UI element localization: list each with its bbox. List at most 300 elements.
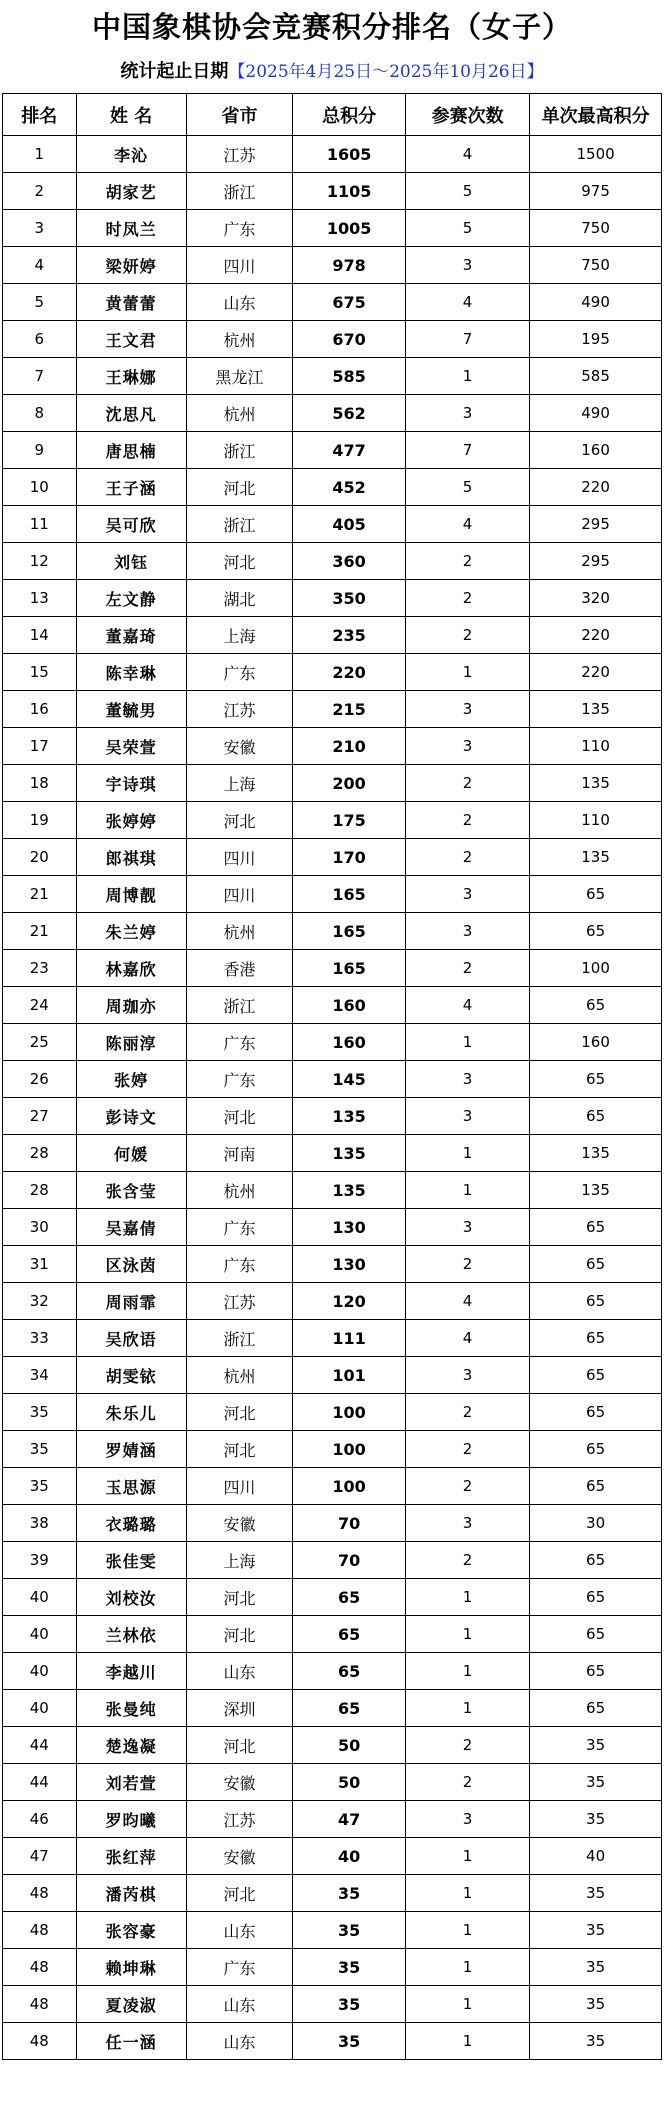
province-cell: 四川 [186,839,292,876]
name-cell: 潘芮棋 [76,1875,186,1912]
name-cell: 张红萍 [76,1838,186,1875]
total-score-cell: 160 [293,987,406,1024]
name-cell: 任一涵 [76,2023,186,2060]
table-row [3,173,662,210]
max-score-cell: 65 [530,1357,662,1394]
name-cell: 王文君 [76,321,186,358]
province-cell: 浙江 [186,432,292,469]
total-score-cell: 235 [293,617,406,654]
name-cell: 刘校汝 [76,1579,186,1616]
max-score-cell: 35 [530,1912,662,1949]
province-cell: 河北 [186,1579,292,1616]
province-cell: 河北 [186,802,292,839]
table-row [3,506,662,543]
entries-cell: 1 [405,1690,529,1727]
entries-cell: 1 [405,358,529,395]
max-score-cell: 35 [530,1949,662,1986]
rank-cell: 48 [3,1875,77,1912]
rank-cell: 11 [3,506,77,543]
total-score-cell: 1605 [293,136,406,173]
province-cell: 上海 [186,617,292,654]
max-score-cell: 750 [530,210,662,247]
page-title: 中国象棋协会竞赛积分排名（女子） [91,10,572,44]
entries-cell: 1 [405,1579,529,1616]
rank-cell: 40 [3,1653,77,1690]
max-score-cell: 35 [530,1801,662,1838]
rank-cell: 15 [3,654,77,691]
table-row [3,1468,662,1505]
entries-cell: 3 [405,1061,529,1098]
max-score-cell: 110 [530,802,662,839]
name-cell: 吴嘉倩 [76,1209,186,1246]
ranking-table [2,93,662,2060]
table-body [3,136,662,2060]
name-cell: 郎祺琪 [76,839,186,876]
entries-cell: 3 [405,913,529,950]
province-cell: 河北 [186,1098,292,1135]
rank-cell: 16 [3,691,77,728]
name-cell: 彭诗文 [76,1098,186,1135]
rank-cell: 40 [3,1616,77,1653]
total-score-cell: 165 [293,876,406,913]
rank-cell: 5 [3,284,77,321]
rank-cell: 24 [3,987,77,1024]
rank-cell: 48 [3,1986,77,2023]
table-row [3,2023,662,2060]
province-cell: 广东 [186,1209,292,1246]
table-row [3,765,662,802]
table-row [3,136,662,173]
rank-cell: 19 [3,802,77,839]
table-row [3,1283,662,1320]
table-row [3,1690,662,1727]
name-cell: 刘钰 [76,543,186,580]
name-cell: 董毓男 [76,691,186,728]
entries-cell: 2 [405,1542,529,1579]
name-cell: 吴荣萱 [76,728,186,765]
table-row [3,469,662,506]
name-cell: 刘若萱 [76,1764,186,1801]
rank-cell: 9 [3,432,77,469]
total-score-cell: 130 [293,1209,406,1246]
entries-cell: 2 [405,617,529,654]
total-score-cell: 111 [293,1320,406,1357]
province-cell: 安徽 [186,1505,292,1542]
province-cell: 杭州 [186,1357,292,1394]
entries-cell: 5 [405,469,529,506]
entries-cell: 1 [405,1172,529,1209]
rank-cell: 40 [3,1690,77,1727]
max-score-cell: 1500 [530,136,662,173]
province-cell: 四川 [186,1468,292,1505]
entries-cell: 1 [405,1616,529,1653]
province-cell: 杭州 [186,913,292,950]
province-cell: 河北 [186,1394,292,1431]
max-score-cell: 65 [530,1283,662,1320]
table-row [3,1653,662,1690]
table-row [3,1801,662,1838]
max-score-cell: 295 [530,506,662,543]
province-cell: 江苏 [186,1283,292,1320]
total-score-cell: 165 [293,913,406,950]
rank-cell: 17 [3,728,77,765]
table-row [3,543,662,580]
name-cell: 王子涵 [76,469,186,506]
max-score-cell: 220 [530,469,662,506]
province-cell: 黑龙江 [186,358,292,395]
rank-cell: 35 [3,1394,77,1431]
name-cell: 张佳雯 [76,1542,186,1579]
total-score-cell: 130 [293,1246,406,1283]
name-cell: 胡家艺 [76,173,186,210]
name-cell: 赖坤琳 [76,1949,186,1986]
entries-cell: 1 [405,654,529,691]
total-score-cell: 160 [293,1024,406,1061]
name-cell: 朱兰婷 [76,913,186,950]
name-cell: 张曼纯 [76,1690,186,1727]
table-row [3,1616,662,1653]
rank-cell: 28 [3,1135,77,1172]
max-score-cell: 35 [530,1986,662,2023]
table-row [3,987,662,1024]
name-cell: 吴可欣 [76,506,186,543]
name-cell: 朱乐儿 [76,1394,186,1431]
max-score-cell: 490 [530,395,662,432]
max-score-cell: 65 [530,1690,662,1727]
total-score-cell: 145 [293,1061,406,1098]
name-cell: 周珈亦 [76,987,186,1024]
header-rank: 排名 [3,94,77,136]
total-score-cell: 210 [293,728,406,765]
rank-cell: 39 [3,1542,77,1579]
province-cell: 山东 [186,2023,292,2060]
max-score-cell: 160 [530,432,662,469]
rank-cell: 33 [3,1320,77,1357]
max-score-cell: 65 [530,1061,662,1098]
table-row [3,1246,662,1283]
rank-cell: 1 [3,136,77,173]
total-score-cell: 670 [293,321,406,358]
table-row [3,1579,662,1616]
date-range-line [0,55,664,93]
total-score-cell: 35 [293,1986,406,2023]
table-row [3,1135,662,1172]
entries-cell: 7 [405,432,529,469]
name-cell: 李沁 [76,136,186,173]
total-score-cell: 101 [293,1357,406,1394]
max-score-cell: 160 [530,1024,662,1061]
province-cell: 广东 [186,1949,292,1986]
table-row [3,1912,662,1949]
rank-cell: 12 [3,543,77,580]
table-row [3,210,662,247]
max-score-cell: 135 [530,765,662,802]
entries-cell: 3 [405,1098,529,1135]
province-cell: 安徽 [186,728,292,765]
header-entries: 参赛次数 [405,94,529,136]
name-cell: 董嘉琦 [76,617,186,654]
max-score-cell: 35 [530,1764,662,1801]
table-row [3,1505,662,1542]
max-score-cell: 100 [530,950,662,987]
province-cell: 广东 [186,1246,292,1283]
max-score-cell: 35 [530,1875,662,1912]
total-score-cell: 360 [293,543,406,580]
rank-cell: 8 [3,395,77,432]
table-row [3,802,662,839]
max-score-cell: 65 [530,1320,662,1357]
province-cell: 山东 [186,1912,292,1949]
name-cell: 张婷 [76,1061,186,1098]
max-score-cell: 65 [530,1209,662,1246]
name-cell: 兰林依 [76,1616,186,1653]
max-score-cell: 135 [530,691,662,728]
rank-cell: 7 [3,358,77,395]
rank-cell: 23 [3,950,77,987]
max-score-cell: 65 [530,987,662,1024]
max-score-cell: 65 [530,1246,662,1283]
table-row [3,1061,662,1098]
entries-cell: 3 [405,876,529,913]
province-cell: 河北 [186,469,292,506]
name-cell: 楚逸凝 [76,1727,186,1764]
rank-cell: 10 [3,469,77,506]
entries-cell: 5 [405,210,529,247]
name-cell: 王琳娜 [76,358,186,395]
entries-cell: 3 [405,395,529,432]
entries-cell: 4 [405,506,529,543]
province-cell: 河北 [186,1616,292,1653]
rank-cell: 14 [3,617,77,654]
table-row [3,1209,662,1246]
max-score-cell: 30 [530,1505,662,1542]
rank-cell: 13 [3,580,77,617]
entries-cell: 2 [405,1727,529,1764]
entries-cell: 1 [405,2023,529,2060]
total-score-cell: 1105 [293,173,406,210]
table-row [3,321,662,358]
table-row [3,284,662,321]
entries-cell: 3 [405,247,529,284]
table-row [3,395,662,432]
name-cell: 罗婧涵 [76,1431,186,1468]
name-cell: 周博靓 [76,876,186,913]
table-row [3,913,662,950]
table-row [3,1431,662,1468]
name-cell: 陈幸琳 [76,654,186,691]
name-cell: 夏凌淑 [76,1986,186,2023]
max-score-cell: 135 [530,1172,662,1209]
province-cell: 浙江 [186,173,292,210]
total-score-cell: 65 [293,1653,406,1690]
entries-cell: 1 [405,1912,529,1949]
table-row [3,432,662,469]
table-row [3,358,662,395]
rank-cell: 30 [3,1209,77,1246]
max-score-cell: 585 [530,358,662,395]
rank-cell: 35 [3,1468,77,1505]
table-row [3,1357,662,1394]
total-score-cell: 405 [293,506,406,543]
max-score-cell: 220 [530,654,662,691]
province-cell: 安徽 [186,1838,292,1875]
total-score-cell: 65 [293,1579,406,1616]
table-row [3,1172,662,1209]
entries-cell: 1 [405,1024,529,1061]
rank-cell: 47 [3,1838,77,1875]
name-cell: 陈丽淳 [76,1024,186,1061]
entries-cell: 2 [405,580,529,617]
entries-cell: 7 [405,321,529,358]
entries-cell: 5 [405,173,529,210]
entries-cell: 2 [405,1394,529,1431]
province-cell: 湖北 [186,580,292,617]
name-cell: 左文静 [76,580,186,617]
entries-cell: 3 [405,1357,529,1394]
total-score-cell: 50 [293,1764,406,1801]
rank-cell: 32 [3,1283,77,1320]
name-cell: 区泳茵 [76,1246,186,1283]
entries-cell: 2 [405,1764,529,1801]
rank-cell: 46 [3,1801,77,1838]
entries-cell: 1 [405,1135,529,1172]
rank-cell: 21 [3,913,77,950]
table-row [3,839,662,876]
total-score-cell: 65 [293,1616,406,1653]
table-row [3,1838,662,1875]
entries-cell: 3 [405,1801,529,1838]
rank-cell: 21 [3,876,77,913]
rank-cell: 4 [3,247,77,284]
date-range-label: 统计起止日期 [120,61,229,82]
entries-cell: 4 [405,987,529,1024]
total-score-cell: 35 [293,1875,406,1912]
max-score-cell: 65 [530,1098,662,1135]
max-score-cell: 135 [530,839,662,876]
entries-cell: 3 [405,1209,529,1246]
total-score-cell: 675 [293,284,406,321]
rank-cell: 44 [3,1727,77,1764]
entries-cell: 2 [405,802,529,839]
province-cell: 四川 [186,247,292,284]
table-row [3,691,662,728]
total-score-cell: 47 [293,1801,406,1838]
total-score-cell: 35 [293,1949,406,1986]
province-cell: 山东 [186,1986,292,2023]
total-score-cell: 100 [293,1431,406,1468]
name-cell: 唐思楠 [76,432,186,469]
rank-cell: 25 [3,1024,77,1061]
name-cell: 林嘉欣 [76,950,186,987]
name-cell: 梁妍婷 [76,247,186,284]
total-score-cell: 100 [293,1468,406,1505]
rank-cell: 2 [3,173,77,210]
total-score-cell: 35 [293,2023,406,2060]
table-row [3,728,662,765]
entries-cell: 2 [405,1246,529,1283]
name-cell: 李越川 [76,1653,186,1690]
total-score-cell: 175 [293,802,406,839]
entries-cell: 1 [405,1875,529,1912]
entries-cell: 2 [405,543,529,580]
entries-cell: 2 [405,1431,529,1468]
total-score-cell: 978 [293,247,406,284]
entries-cell: 1 [405,1986,529,2023]
rank-cell: 48 [3,1912,77,1949]
province-cell: 香港 [186,950,292,987]
province-cell: 广东 [186,1061,292,1098]
total-score-cell: 70 [293,1542,406,1579]
max-score-cell: 65 [530,1616,662,1653]
total-score-cell: 200 [293,765,406,802]
table-row [3,1764,662,1801]
province-cell: 河北 [186,1875,292,1912]
rank-cell: 3 [3,210,77,247]
rank-cell: 28 [3,1172,77,1209]
province-cell: 杭州 [186,1172,292,1209]
province-cell: 浙江 [186,1320,292,1357]
province-cell: 深圳 [186,1690,292,1727]
entries-cell: 4 [405,1320,529,1357]
rank-cell: 38 [3,1505,77,1542]
header-province: 省市 [186,94,292,136]
max-score-cell: 65 [530,1579,662,1616]
entries-cell: 2 [405,765,529,802]
total-score-cell: 477 [293,432,406,469]
header-total-score: 总积分 [293,94,406,136]
entries-cell: 1 [405,1653,529,1690]
total-score-cell: 350 [293,580,406,617]
province-cell: 杭州 [186,321,292,358]
rank-cell: 34 [3,1357,77,1394]
total-score-cell: 70 [293,1505,406,1542]
total-score-cell: 135 [293,1098,406,1135]
entries-cell: 2 [405,950,529,987]
rank-cell: 18 [3,765,77,802]
province-cell: 山东 [186,284,292,321]
rank-cell: 44 [3,1764,77,1801]
province-cell: 杭州 [186,395,292,432]
total-score-cell: 50 [293,1727,406,1764]
max-score-cell: 65 [530,1394,662,1431]
max-score-cell: 220 [530,617,662,654]
province-cell: 河北 [186,1727,292,1764]
rank-cell: 35 [3,1431,77,1468]
max-score-cell: 135 [530,1135,662,1172]
header-name: 姓 名 [76,94,186,136]
max-score-cell: 65 [530,876,662,913]
table-row [3,1542,662,1579]
table-row [3,876,662,913]
table-row [3,247,662,284]
entries-cell: 2 [405,1468,529,1505]
table-row [3,1320,662,1357]
total-score-cell: 452 [293,469,406,506]
rank-cell: 31 [3,1246,77,1283]
max-score-cell: 65 [530,913,662,950]
rank-cell: 26 [3,1061,77,1098]
table-row [3,1098,662,1135]
total-score-cell: 220 [293,654,406,691]
name-cell: 黄蕾蕾 [76,284,186,321]
total-score-cell: 1005 [293,210,406,247]
total-score-cell: 562 [293,395,406,432]
total-score-cell: 65 [293,1690,406,1727]
max-score-cell: 65 [530,1542,662,1579]
table-row [3,1727,662,1764]
max-score-cell: 320 [530,580,662,617]
province-cell: 河北 [186,543,292,580]
